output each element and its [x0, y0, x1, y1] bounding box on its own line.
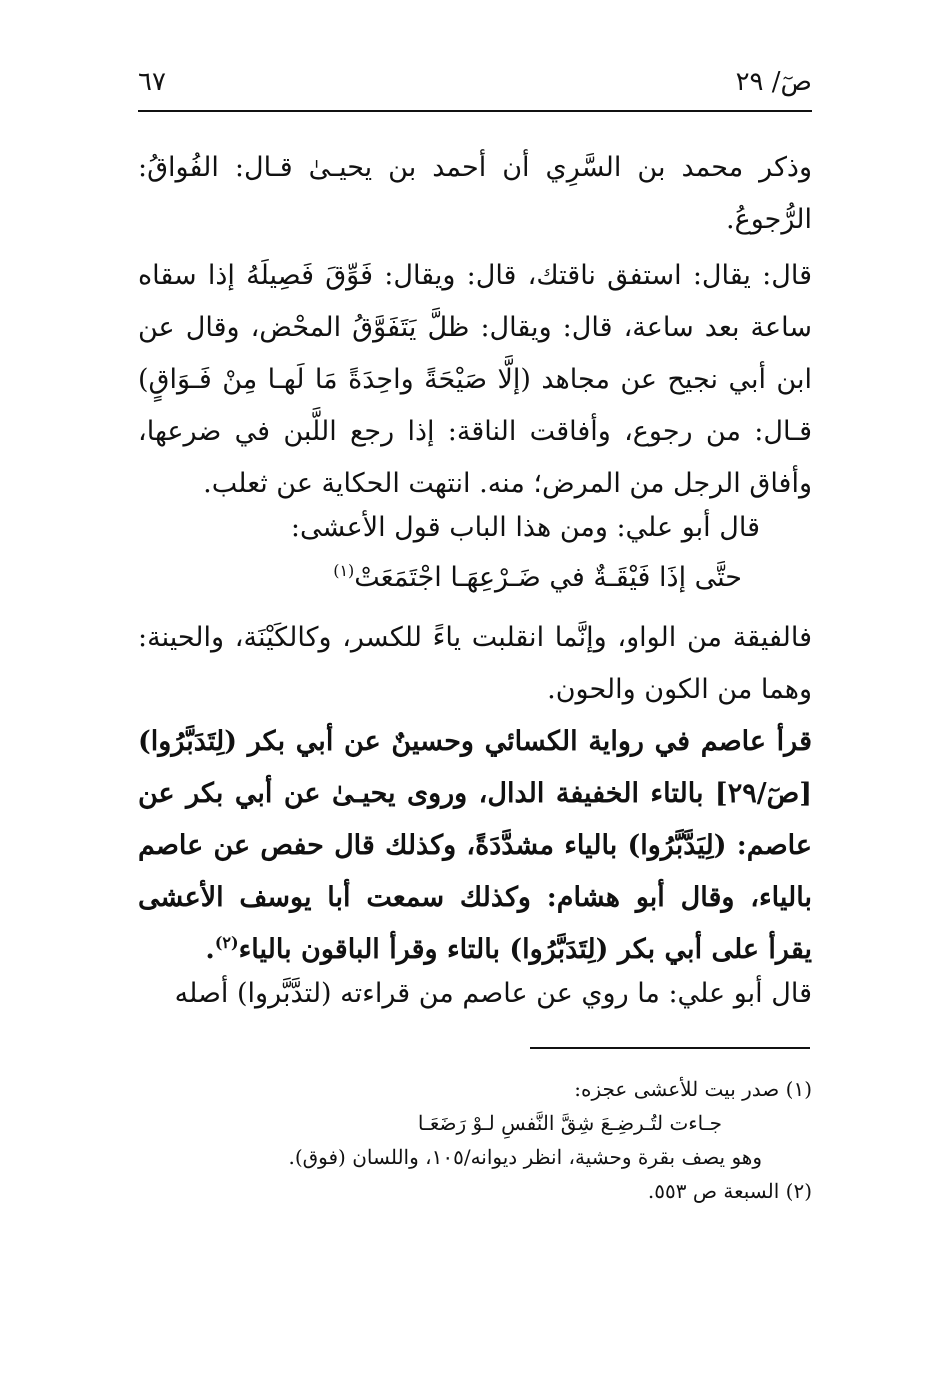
footnote-marker-1: (١) — [333, 561, 355, 580]
surah-verse-reference: صٓ/ ٢٩ — [735, 67, 812, 97]
footnote-marker-2: (٢) — [214, 933, 239, 952]
page-number: ٦٧ — [138, 67, 166, 97]
footnotes — [138, 1072, 812, 1208]
footnote-1-verse: جـاءت لتُـرضِـعَ شِقَّ النَّفسِ لـوْ رَضَعَـا — [417, 1111, 722, 1135]
footnote-1: (١) صدر بيت للأعشى عجزه: — [574, 1077, 812, 1101]
paragraph-fiqa: فالفيقة من الواو، وإنَّما انقلبت ياءً للكسر، وكالكَيْنَة، والحينة: وهما من الكون والحون. — [138, 622, 812, 705]
verse-text: حتَّى إذَا فَيْقَـةٌ في ضَـرْعِهَـا اجْتَمَعَتْ — [354, 562, 742, 593]
paragraph-readings: قرأ عاصم في رواية الكسائي وحسينٌ عن أبي بكر (لِتَدَبَّرُوا) [صٓ/٢٩] بالتاء الخفيفة الدال، وروى يحيـىٰ عن أبي بكر عن عاصم: (لِيَدَّبَّرُوا) بالياء مشدَّدَةً، وكذلك قال حفص عن عاصم بالياء، وقال أبو هشام: وكذلك سمعت أبا يوسف الأعشى يقرأ على أبي بكر (لِتَدَبَّرُوا) بالتاء وقرأ الباقون بالياء$^{(٢)}$. — [138, 726, 812, 965]
poetry-verse — [250, 552, 760, 604]
paragraph-definitions: قال: يقال: استفق ناقتك، قال: ويقال: فَوِّقَ فَصِيلَهُ إذا سقاه ساعة بعد ساعة، قال: ويقال: ظلَّ يَتَفَوَّقُ المحْض، وقال عن ابن أبي نجيح عن مجاهد (إلَّا صَيْحَةً واحِدَةً مَا لَهـا مِنْ فَـوَاقٍ) قـال: من رجوع، وأفاقت الناقة: إذا رجع اللَّبن في ضرعها، وأفاق الرجل من المرض؛ منه. انتهت الحكاية عن ثعلب. — [138, 260, 812, 499]
page-header — [138, 60, 812, 104]
header-divider — [138, 110, 812, 112]
footnote-divider — [530, 1047, 810, 1049]
verse-intro: قال أبو علي: ومن هذا الباب قول الأعشى: — [290, 512, 760, 543]
footnote-1-reference: وهو يصف بقرة وحشية، انظر ديوانه/١٠٥، واللسان (فوق). — [288, 1145, 762, 1169]
footnote-2: (٢) السبعة ص ٥٥٣. — [647, 1179, 812, 1203]
paragraph-fuwaq: وذكر محمد بن السَّرِي أن أحمد بن يحيـىٰ قـال: الفُواقُ: الرُّجوعُ. — [138, 152, 812, 235]
paragraph-abu-ali: قال أبو علي: ما روي عن عاصم من قراءته (لتدَّبَّروا) أصله — [174, 978, 812, 1009]
